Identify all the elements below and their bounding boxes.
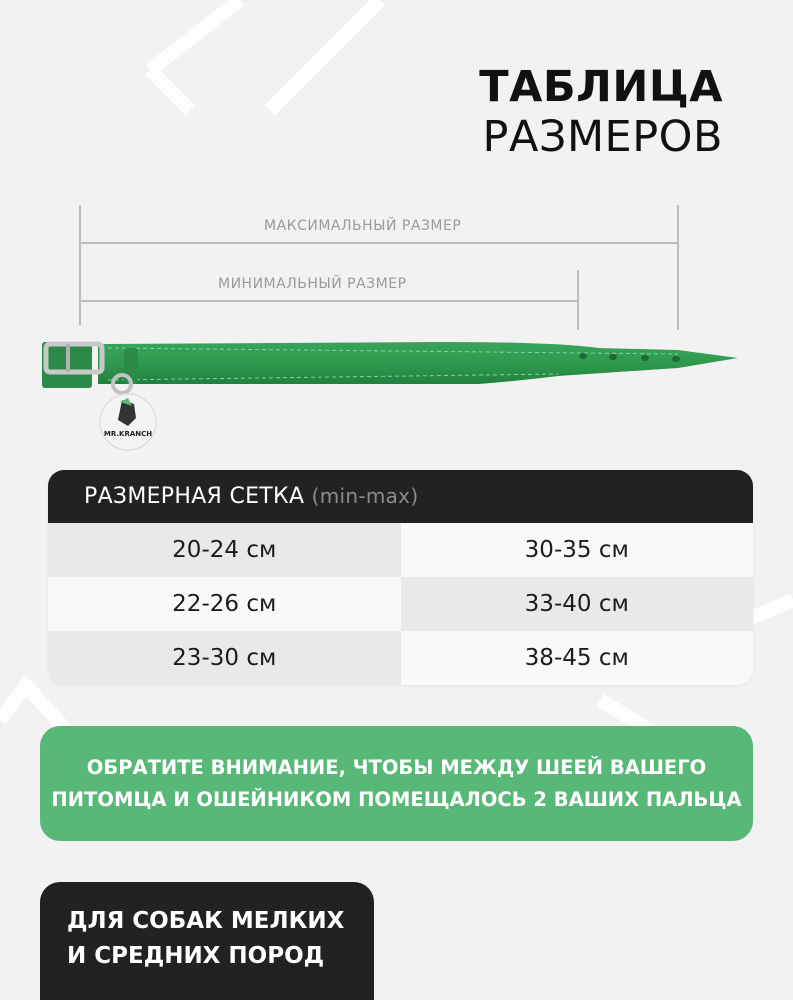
breed-line-2: И СРЕДНИХ ПОРОД [67, 943, 325, 969]
size-table-subtitle: (min-max) [311, 484, 419, 508]
size-table-title: РАЗМЕРНАЯ СЕТКА [84, 484, 305, 509]
size-cell: 22-26 см [48, 577, 401, 631]
page-title [479, 62, 723, 162]
size-table-header [48, 470, 753, 523]
size-cell: 23-30 см [48, 631, 401, 685]
max-size-label: МАКСИМАЛЬНЫЙ РАЗМЕР [264, 218, 462, 234]
size-cell: 20-24 см [48, 523, 401, 577]
size-cell: 38-45 см [401, 631, 754, 685]
dimension-lines [0, 195, 793, 335]
title-line-1: ТАБЛИЦА [479, 62, 723, 112]
min-size-label: МИНИМАЛЬНЫЙ РАЗМЕР [218, 276, 407, 292]
title-line-2: РАЗМЕРОВ [482, 112, 723, 162]
collar-tag [100, 394, 156, 450]
size-cell: 33-40 см [401, 577, 754, 631]
breed-badge [40, 882, 374, 1000]
collar-strap [98, 342, 738, 384]
size-table [48, 470, 753, 685]
size-cell: 30-35 см [401, 523, 754, 577]
notice-line-1: ОБРАТИТЕ ВНИМАНИЕ, ЧТОБЫ МЕЖДУ ШЕЕЙ ВАШЕГО [86, 755, 707, 779]
size-grid [48, 523, 753, 685]
collar-image [38, 320, 758, 460]
breed-line-1: ДЛЯ СОБАК МЕЛКИХ [67, 908, 345, 934]
tag-brand-text: MR.KRANCH [103, 430, 153, 438]
notice-line-2: ПИТОМЦА И ОШЕЙНИКОМ ПОМЕЩАЛОСЬ 2 ВАШИХ ПАЛЬЦА [51, 787, 742, 811]
fit-notice [40, 726, 753, 841]
